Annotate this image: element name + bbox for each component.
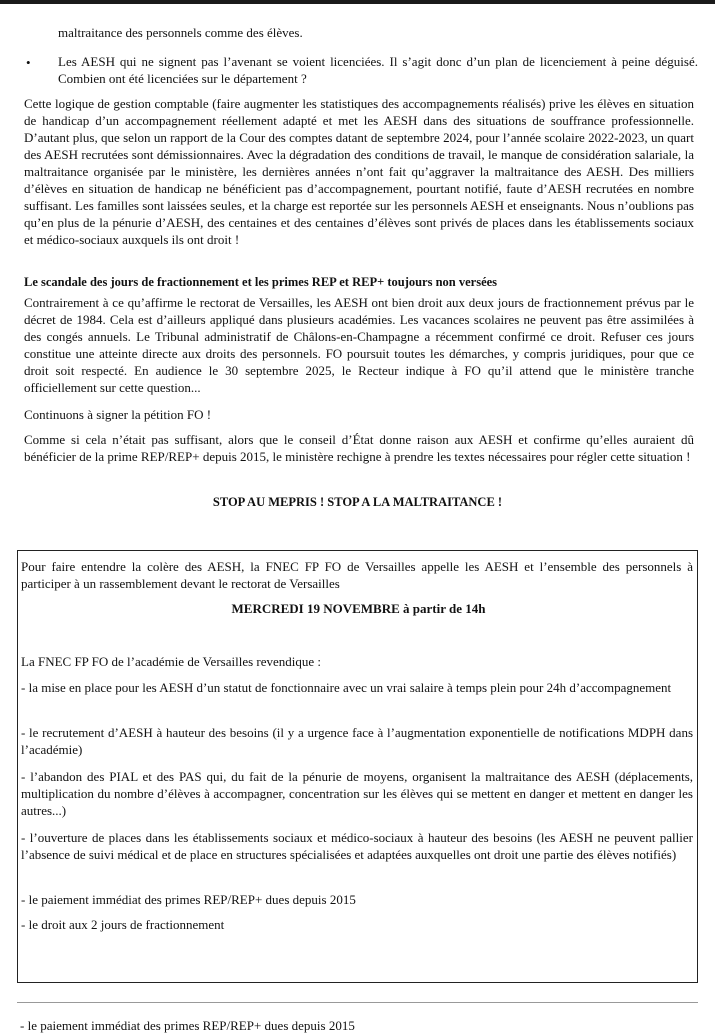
top-edge-bar (0, 0, 715, 4)
demand-item: - le paiement immédiat des primes REP/REP+ dues depuis 2015 (21, 892, 356, 907)
paragraph-prime-rep: Comme si cela n’était pas suffisant, alors que le conseil d’État donne raison aux AESH et confirme qu’elles auraient dû bénéficier de la prime REP/REP+ depuis 2015, le ministère rechigne à prendre les textes nécessaires pour régler cette situation ! (24, 432, 694, 464)
slogan: STOP AU MEPRIS ! STOP A LA MALTRAITANCE ! (212, 495, 503, 509)
paragraph-fractionnement: Contrairement à ce qu’affirme le rectorat de Versailles, les AESH ont bien droit aux deux jours de fractionnement prévus par le décret de 1984. Cela est d’ailleurs appliqué dans plusieurs académies. Les vacances scolaires ne peuvent pas être assimilées à des congés annuels. Le Tribunal administratif de Châlons-en-Champagne a récemment confirmé ce droit. Refuser ces jours constitue une atteinte directe aux droits des personnels. FO poursuit toutes les démarches, y compris juridiques, pour que ce droit soit respecté. En audience le 30 septembre 2025, le Recteur indique à FO qu’il attend que le ministère tranche officiellement sur cette question... (24, 295, 694, 395)
bullet-text: Les AESH qui ne signent pas l’avenant se voient licenciées. Il s’agit donc d’un plan de licenciement à peine déguisé. Combien ont été licenciées sur le département ? (58, 54, 698, 86)
demand-item: - la mise en place pour les AESH d’un statut de fonctionnaire avec un vrai salaire à temps plein pour 24h d’accompagnement (21, 680, 672, 695)
intro-fragment: maltraitance des personnels comme des élèves. (58, 25, 303, 40)
rally-call: Pour faire entendre la colère des AESH, la FNEC FP FO de Versailles appelle les AESH et l’ensemble des personnels à participer à un rassemblement devant le rectorat de Versailles (21, 559, 693, 591)
bullet-marker: • (26, 55, 31, 70)
demand-item: - le recrutement d’AESH à hauteur des besoins (il y a urgence face à l’augmentation exponentielle de notifications MDPH dans l’académie) (21, 725, 693, 757)
rally-date: MERCREDI 19 NOVEMBRE à partir de 14h (231, 601, 486, 616)
demand-item: - l’abandon des PIAL et des PAS qui, du fait de la pénurie de moyens, organisent la maltraitance des AESH (déplacements, multiplication du nombre d’élèves à accompagner, concentration sur les élèves qui se mettent en danger et mettent en danger les autres...) (21, 769, 693, 818)
paragraph-gestion-comptable: Cette logique de gestion comptable (faire augmenter les statistiques des accompagnements réalisés) prive les élèves en situation de handicap d’un accompagnement réellement adapté et met les AESH dans des situations de souffrance professionnelle. D’autant plus, que selon un rapport de la Cour des comptes datant de septembre 2024, pour l’année scolaire 2022-2023, un quart des AESH recrutées sont démissionnaires. Avec la dégradation des conditions de travail, le manque de considération salariale, la maltraitance organisée par le ministère, les dernières années n’ont fait qu’aggraver la maltraitance des AESH. Des milliers d’élèves en situation de handicap ne bénéficient pas d’accompagnement, pourtant notifié, faute d’AESH recrutées en nombre suffisant. Les familles sont laissées seules, et la charge est reportée sur les personnels AESH et enseignants. Nous n’oublions pas qu’en plus de la pénurie d’AESH, des centaines et des centaines d’élèves sont privés de places dans les établissements sociaux et médico-sociaux auxquels ils ont droit ! (24, 96, 694, 247)
rally-box (17, 550, 698, 983)
paragraph-petition: Continuons à signer la pétition FO ! (24, 407, 212, 422)
next-page-partial-line: - le paiement immédiat des primes REP/REP+ dues depuis 2015 (20, 1018, 355, 1033)
page-divider (17, 1002, 698, 1003)
demands-intro: La FNEC FP FO de l’académie de Versailles revendique : (21, 654, 322, 669)
demand-item: - le droit aux 2 jours de fractionnement (21, 917, 225, 932)
section-heading: Le scandale des jours de fractionnement et les primes REP et REP+ toujours non versées (24, 275, 498, 289)
demand-item: - l’ouverture de places dans les établissements sociaux et médico-sociaux à hauteur des besoins (les AESH ne peuvent pallier l’absence de suivi médical et de place en structures spécialisées et adaptées auxquelles ont droit une partie des élèves notifiés) (21, 830, 693, 862)
